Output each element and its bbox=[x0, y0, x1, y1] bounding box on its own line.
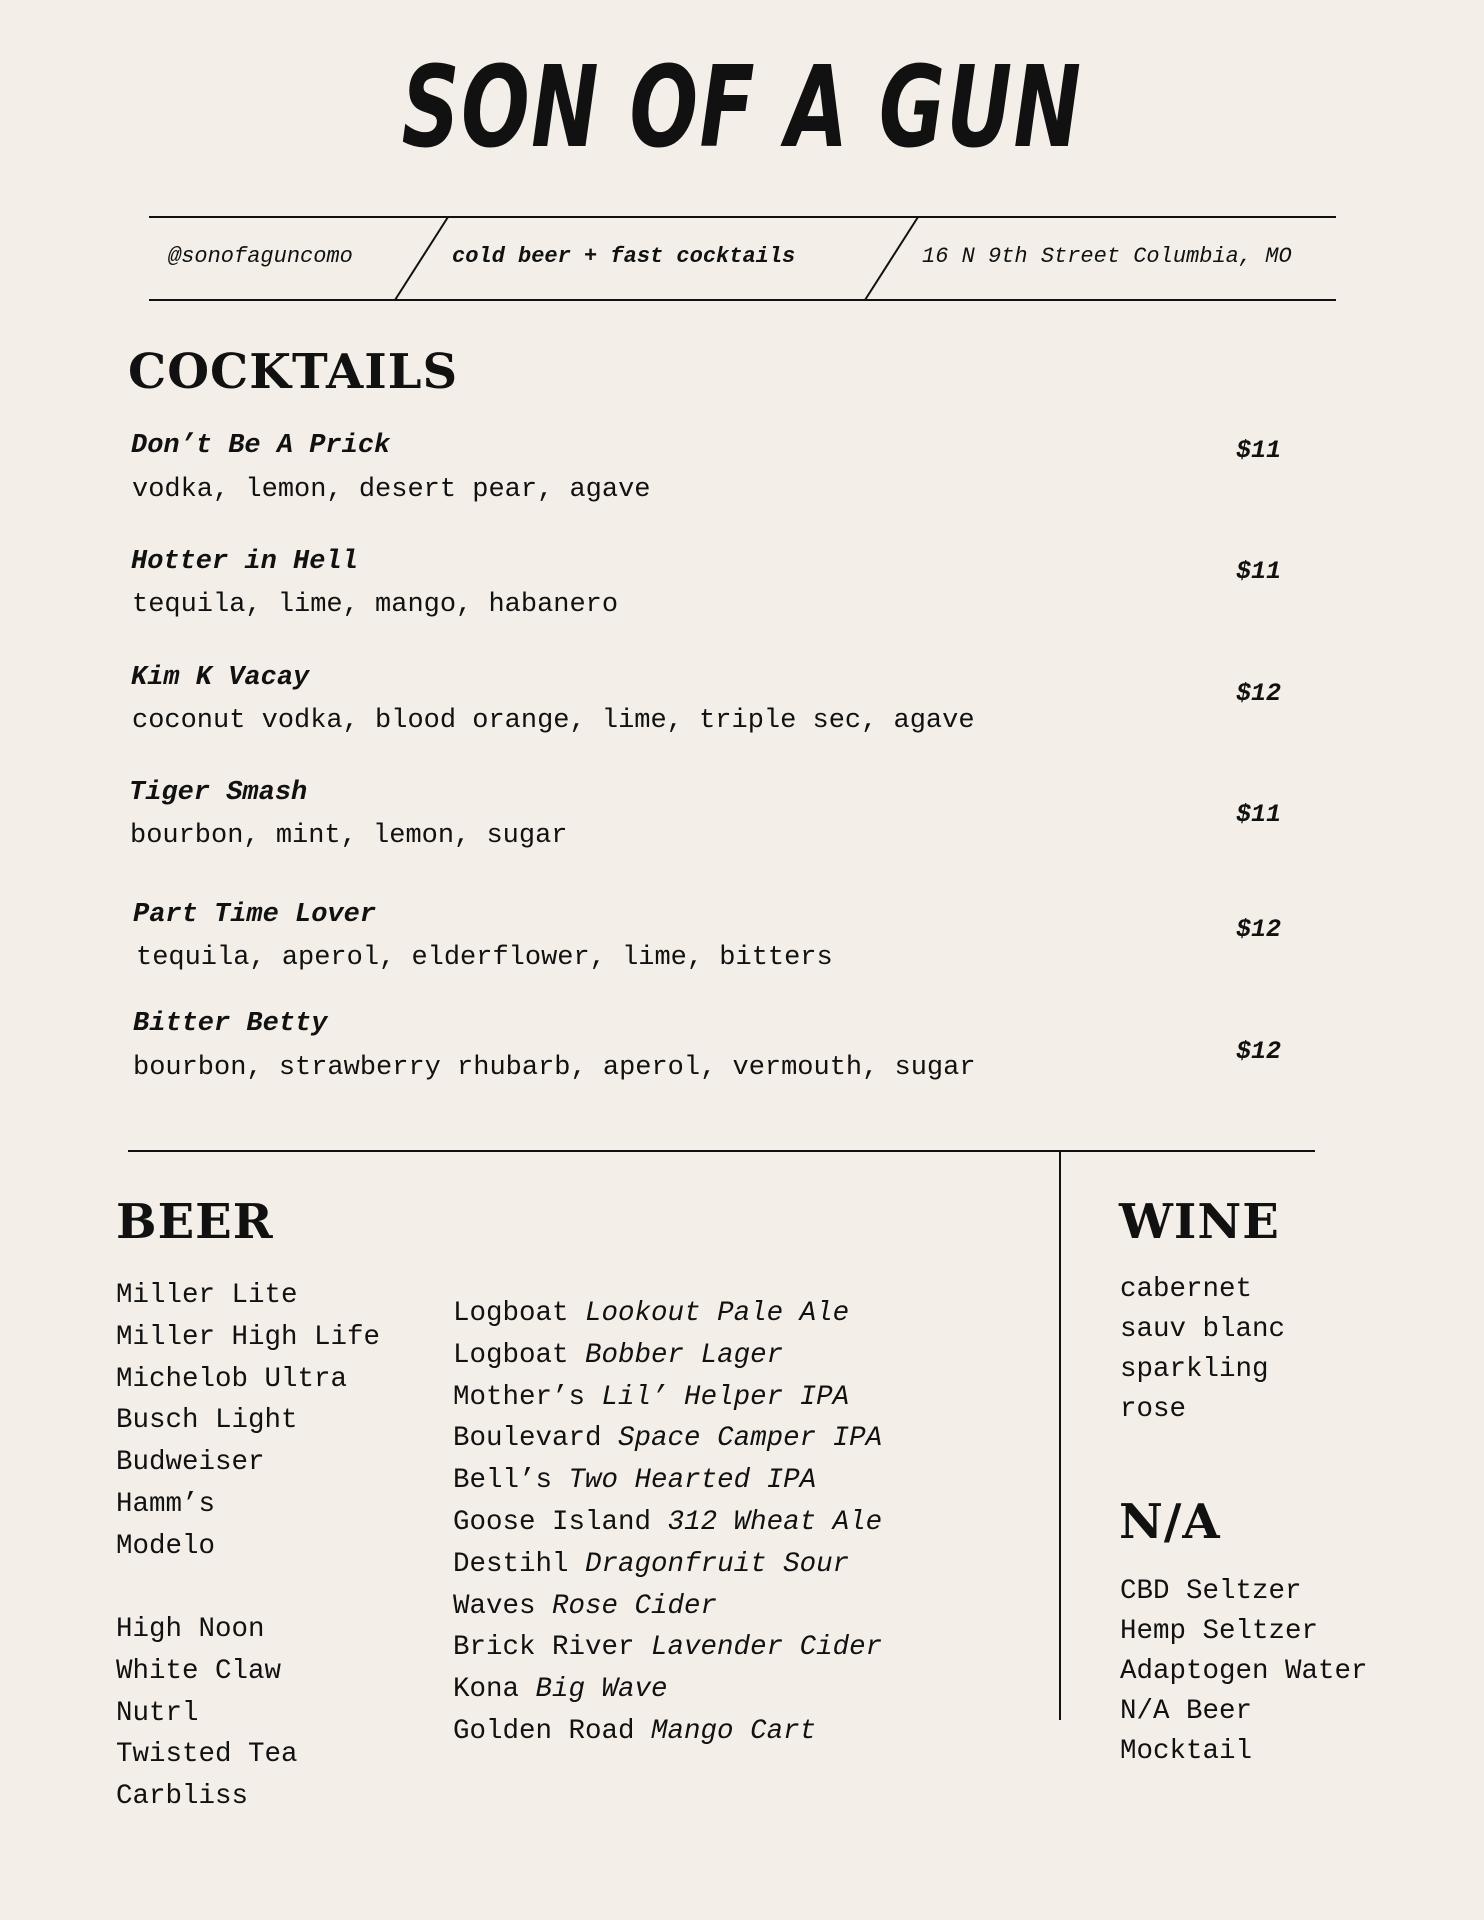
list-item: Budweiser bbox=[116, 1447, 265, 1479]
list-item bbox=[453, 1544, 882, 1586]
beer-style: Lil’ Helper IPA bbox=[601, 1381, 850, 1413]
cocktail-ingredients: tequila, aperol, elderflower, lime, bitters bbox=[136, 943, 833, 973]
beer-style: Space Camper IPA bbox=[618, 1423, 883, 1455]
list-item: Hemp Seltzer bbox=[1120, 1616, 1319, 1647]
list-item: sparkling bbox=[1120, 1354, 1269, 1385]
cocktail-name: Part Time Lover bbox=[133, 900, 377, 930]
list-item bbox=[453, 1293, 882, 1335]
list-item: Mocktail bbox=[1120, 1736, 1253, 1767]
cocktail-price: $12 bbox=[1236, 1037, 1282, 1066]
beer-style: 312 Wheat Ale bbox=[667, 1506, 883, 1538]
domestic-beer-list bbox=[116, 1275, 380, 1568]
beer-style: Bobber Lager bbox=[585, 1339, 784, 1371]
list-item: N/A Beer bbox=[1120, 1696, 1253, 1727]
brewery: Boulevard bbox=[453, 1423, 602, 1455]
social-handle: @sonofaguncomo bbox=[168, 244, 353, 269]
list-item: CBD Seltzer bbox=[1120, 1576, 1302, 1607]
beer-heading: BEER bbox=[116, 1194, 274, 1250]
restaurant-title: SON OF A GUN bbox=[401, 43, 1083, 173]
cocktail-price: $11 bbox=[1236, 436, 1282, 465]
list-item: Adaptogen Water bbox=[1120, 1656, 1368, 1687]
brewery: Logboat bbox=[453, 1298, 569, 1329]
beer-style: Lookout Pale Ale bbox=[585, 1298, 850, 1329]
cocktail-price: $12 bbox=[1236, 679, 1282, 708]
list-item bbox=[453, 1627, 882, 1669]
beer-style: Big Wave bbox=[535, 1674, 668, 1706]
list-item: cabernet bbox=[1120, 1274, 1253, 1305]
brewery: Golden Road bbox=[453, 1715, 635, 1747]
cocktail-price: $11 bbox=[1236, 557, 1282, 586]
na-heading: N/A bbox=[1119, 1494, 1221, 1550]
beer-style: Rose Cider bbox=[552, 1590, 718, 1622]
list-item: Miller High Life bbox=[116, 1321, 381, 1353]
beer-style: Two Hearted IPA bbox=[568, 1465, 817, 1497]
brewery: Logboat bbox=[453, 1339, 569, 1371]
cocktail-ingredients: coconut vodka, blood orange, lime, triple sec, agave bbox=[132, 706, 975, 736]
list-item: Hamm’s bbox=[116, 1488, 216, 1520]
brewery: Goose Island bbox=[453, 1506, 652, 1538]
list-item bbox=[453, 1711, 882, 1753]
cocktail-name: Tiger Smash bbox=[129, 778, 308, 808]
brewery: Waves bbox=[453, 1590, 536, 1622]
list-item: Miller Lite bbox=[116, 1280, 298, 1311]
cocktail-ingredients: bourbon, strawberry rhubarb, aperol, vermouth, sugar bbox=[133, 1053, 976, 1083]
cocktails-heading: COCKTAILS bbox=[128, 344, 459, 400]
list-item bbox=[453, 1586, 882, 1628]
seltzer-list bbox=[116, 1609, 298, 1818]
na-list bbox=[1120, 1572, 1368, 1772]
brewery: Bell’s bbox=[453, 1465, 553, 1497]
beer-style: Lavender Cider bbox=[651, 1632, 883, 1664]
wine-list bbox=[1120, 1270, 1285, 1430]
cocktail-ingredients: bourbon, mint, lemon, sugar bbox=[130, 821, 568, 851]
brewery: Mother’s bbox=[453, 1381, 586, 1413]
list-item: Modelo bbox=[116, 1530, 216, 1562]
wine-heading: WINE bbox=[1119, 1194, 1280, 1250]
tagline: cold beer + fast cocktails bbox=[452, 244, 796, 269]
list-item bbox=[453, 1418, 882, 1460]
cocktail-ingredients: vodka, lemon, desert pear, agave bbox=[132, 475, 651, 505]
brewery: Destihl bbox=[453, 1548, 569, 1580]
beer-style: Dragonfruit Sour bbox=[585, 1548, 850, 1580]
craft-beer-list bbox=[453, 1293, 882, 1753]
list-item: Twisted Tea bbox=[116, 1739, 298, 1771]
cocktail-name: Don’t Be A Prick bbox=[131, 431, 391, 461]
cocktail-name: Kim K Vacay bbox=[131, 663, 310, 693]
list-item: Nutrl bbox=[116, 1697, 199, 1729]
cocktail-name: Hotter in Hell bbox=[131, 547, 358, 577]
cocktail-ingredients: tequila, lime, mango, habanero bbox=[132, 590, 619, 620]
cocktail-price: $11 bbox=[1236, 800, 1282, 829]
list-item: Busch Light bbox=[116, 1405, 298, 1437]
cocktail-price: $12 bbox=[1236, 915, 1282, 944]
list-item bbox=[453, 1460, 882, 1502]
address: 16 N 9th Street Columbia, MO bbox=[922, 244, 1292, 269]
brewery: Kona bbox=[453, 1674, 520, 1706]
list-item: rose bbox=[1120, 1394, 1187, 1425]
list-item bbox=[453, 1335, 882, 1377]
cocktail-name: Bitter Betty bbox=[133, 1009, 328, 1039]
list-item bbox=[453, 1669, 882, 1711]
list-item: High Noon bbox=[116, 1614, 265, 1645]
beer-style: Mango Cart bbox=[651, 1715, 817, 1747]
brewery: Brick River bbox=[453, 1632, 635, 1664]
list-item: Michelob Ultra bbox=[116, 1363, 348, 1395]
list-item bbox=[453, 1377, 882, 1419]
list-item: White Claw bbox=[116, 1655, 282, 1687]
list-item: sauv blanc bbox=[1120, 1314, 1286, 1345]
list-item: Carbliss bbox=[116, 1781, 249, 1813]
list-item bbox=[453, 1502, 882, 1544]
